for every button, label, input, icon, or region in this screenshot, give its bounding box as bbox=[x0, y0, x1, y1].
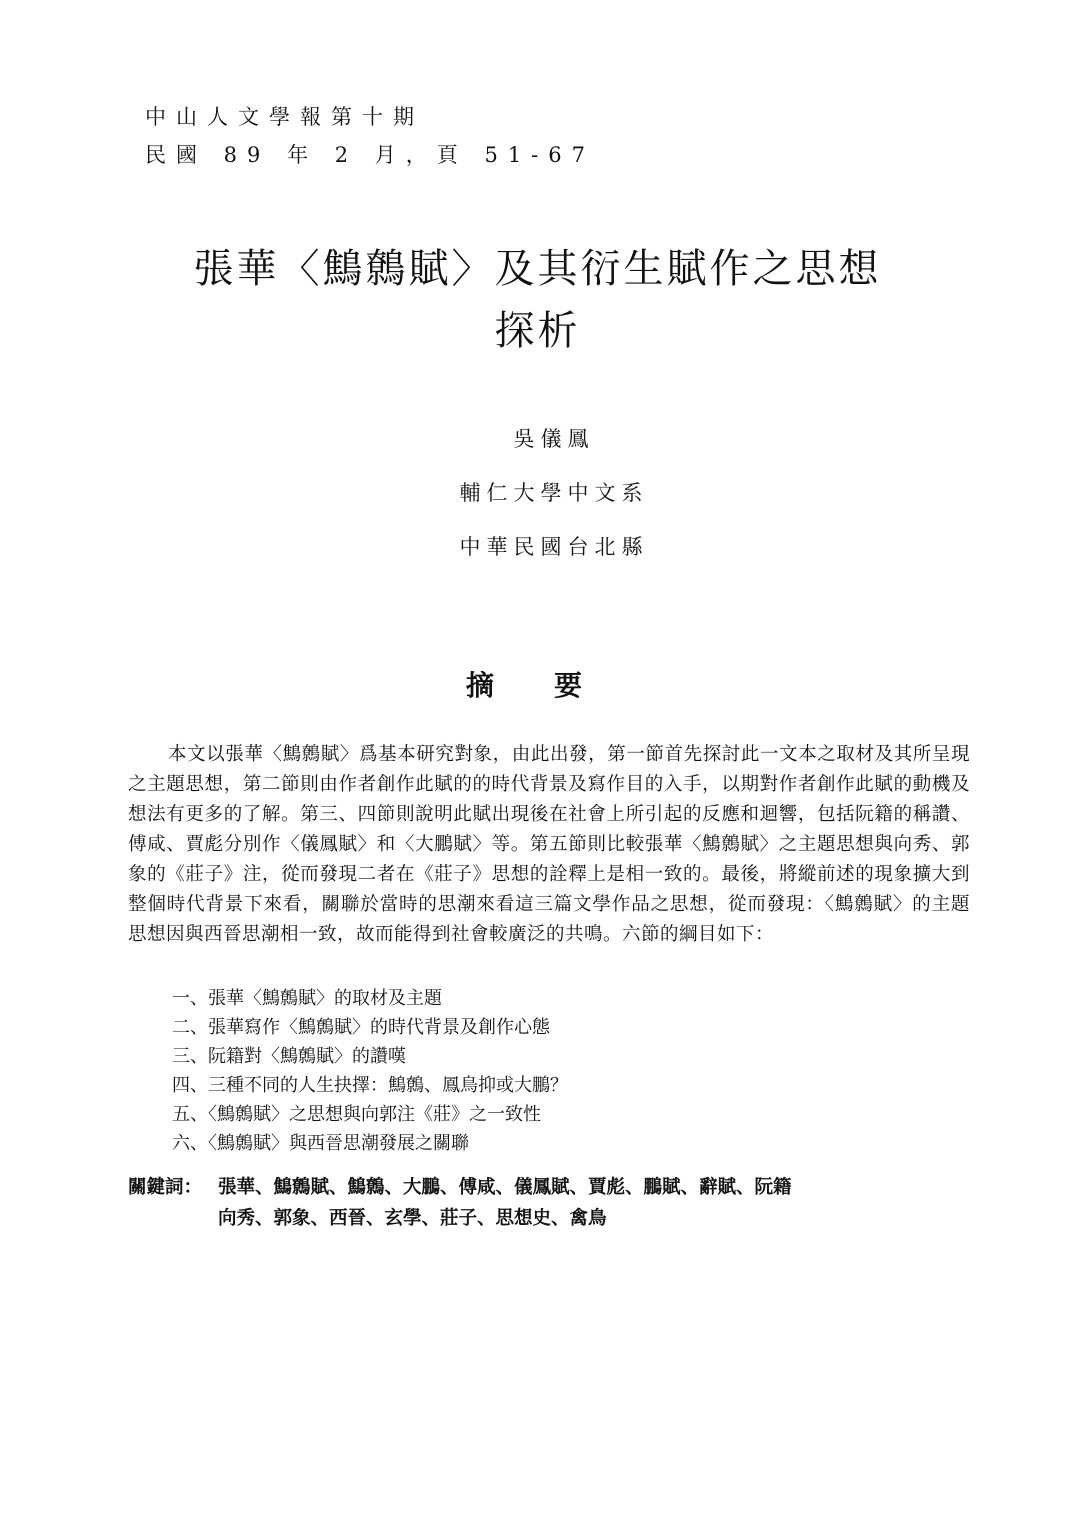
title-line-1: 張華〈鷦鷯賦〉及其衍生賦作之思想 bbox=[193, 246, 882, 292]
journal-name: 中山人文學報第十期 bbox=[145, 105, 424, 129]
keywords-block bbox=[128, 1172, 792, 1234]
paper-title bbox=[0, 238, 1075, 362]
outline-item: 四、三種不同的人生抉擇：鷦鷯、鳳鳥抑或大鵬？ bbox=[172, 1075, 568, 1096]
keywords-line-1: 張華、鷦鷯賦、鷦鷯、大鵬、傅咸、儀鳳賦、賈彪、鵬賦、辭賦、阮籍 bbox=[218, 1177, 792, 1198]
journal-header bbox=[145, 98, 595, 174]
outline-item: 三、阮籍對〈鷦鷯賦〉的讚嘆 bbox=[172, 1046, 406, 1067]
journal-issue-date-pages: 民國 89 年 2 月，頁 51-67 bbox=[145, 143, 595, 167]
outline-item: 一、張華〈鷦鷯賦〉的取材及主題 bbox=[172, 988, 442, 1009]
author-location: 中華民國台北縣 bbox=[459, 535, 649, 559]
keywords-label: 關鍵詞： bbox=[128, 1177, 203, 1198]
abstract-body: 本文以張華〈鷦鷯賦〉爲基本研究對象，由此出發，第一節首先探討此一文本之取材及其所呈現之主題思想，第二節則由作者創作此賦的的時代背景及寫作目的入手，以期對作者創作此賦的動機及想法有更多的了解。第三、四節則說明此賦出現後在社會上所引起的反應和迴響，包括阮籍的稱讚、傅咸、賈彪分別作〈儀鳳賦〉和〈大鵬賦〉等。第五節則比較張華〈鷦鷯賦〉之主題思想與向秀、郭象的《莊子》注，從而發現二者在《莊子》思想的詮釋上是相一致的。最後，將縱前述的現象擴大到整個時代背景下來看，關聯於當時的思潮來看這三篇文學作品之思想，從而發現：〈鷦鷯賦〉的主題思想因與西晉思潮相一致，故而能得到社會較廣泛的共鳴。六節的綱目如下： bbox=[128, 744, 970, 945]
section-outline bbox=[172, 984, 568, 1158]
abstract-heading: 摘要 bbox=[465, 669, 642, 702]
author-block bbox=[0, 412, 1075, 574]
outline-item: 六、〈鷦鷯賦〉與西晉思潮發展之關聯 bbox=[172, 1133, 469, 1154]
outline-item: 二、張華寫作〈鷦鷯賦〉的時代背景及創作心態 bbox=[172, 1017, 550, 1038]
author-name: 吳儀鳳 bbox=[513, 427, 595, 451]
author-affiliation: 輔仁大學中文系 bbox=[459, 481, 649, 505]
keywords-line-2: 向秀、郭象、西晉、玄學、莊子、思想史、禽鳥 bbox=[218, 1208, 607, 1229]
title-line-2: 探析 bbox=[494, 308, 581, 354]
outline-item: 五、〈鷦鷯賦〉之思想與向郭注《莊》之一致性 bbox=[172, 1104, 541, 1125]
